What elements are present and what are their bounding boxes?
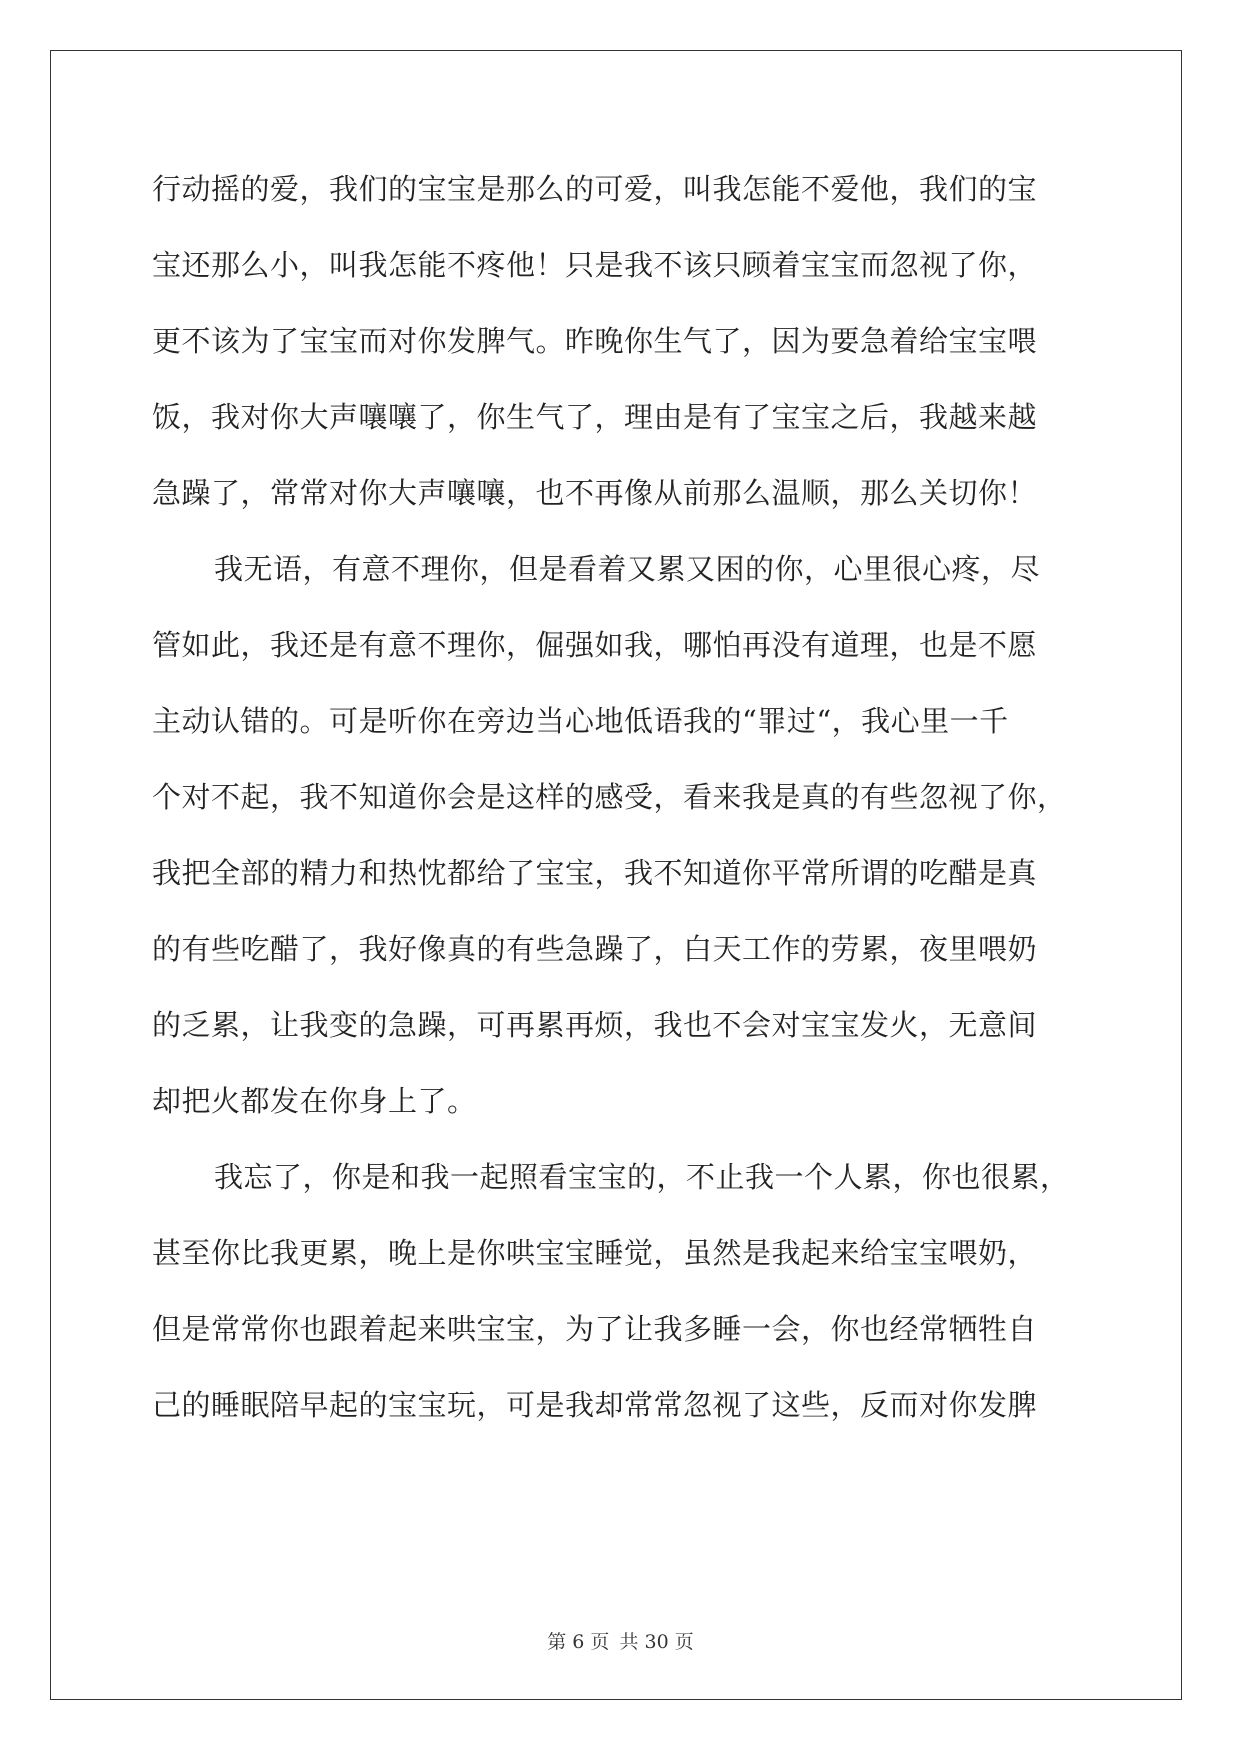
text-line: 我无语，有意不理你，但是看着又累又困的你，心里很心疼，尽: [214, 552, 1041, 586]
text-line: 我把全部的精力和热忱都给了宝宝，我不知道你平常所谓的吃醋是真: [152, 856, 1038, 890]
text-line: 行动摇的爱，我们的宝宝是那么的可爱，叫我怎能不爱他，我们的宝: [152, 172, 1038, 206]
text-line: 饭，我对你大声嚷嚷了，你生气了，理由是有了宝宝之后，我越来越: [152, 400, 1038, 434]
text-line: 己的睡眠陪早起的宝宝玩，可是我却常常忽视了这些，反而对你发脾: [152, 1388, 1038, 1422]
text-line: 主动认错的。可是听你在旁边当心地低语我的“罪过“，我心里一千: [152, 704, 1009, 738]
text-line: 的乏累，让我变的急躁，可再累再烦，我也不会对宝宝发火，无意间: [152, 1008, 1038, 1042]
text-line: 我忘了，你是和我一起照看宝宝的，不止我一个人累，你也很累，: [214, 1160, 1070, 1194]
text-line: 急躁了，常常对你大声嚷嚷，也不再像从前那么温顺，那么关切你！: [152, 476, 1038, 510]
text-line: 但是常常你也跟着起来哄宝宝，为了让我多睡一会，你也经常牺牲自: [152, 1312, 1038, 1346]
text-line: 却把火都发在你身上了。: [152, 1084, 477, 1118]
page-footer: [0, 1627, 1241, 1654]
text-line: 个对不起，我不知道你会是这样的感受，看来我是真的有些忽视了你，: [152, 780, 1067, 814]
text-line: 更不该为了宝宝而对你发脾气。昨晚你生气了，因为要急着给宝宝喂: [152, 324, 1038, 358]
text-line: 的有些吃醋了，我好像真的有些急躁了，白天工作的劳累，夜里喂奶: [152, 932, 1038, 966]
text-line: 甚至你比我更累，晚上是你哄宝宝睡觉，虽然是我起来给宝宝喂奶，: [152, 1236, 1038, 1270]
document-body: [152, 162, 1097, 1454]
text-line: 宝还那么小，叫我怎能不疼他！只是我不该只顾着宝宝而忽视了你，: [152, 248, 1038, 282]
page-total: 共 30 页: [619, 1631, 694, 1653]
page-number: 第 6 页: [547, 1631, 610, 1653]
text-line: 管如此，我还是有意不理你，倔强如我，哪怕再没有道理，也是不愿: [152, 628, 1038, 662]
